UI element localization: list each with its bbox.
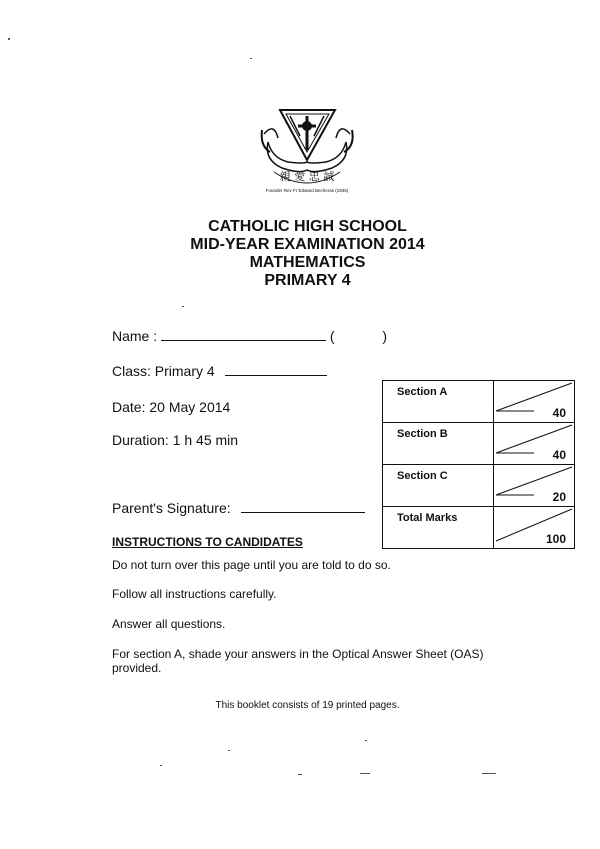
section-total: 40 xyxy=(552,406,566,420)
section-label: Section B xyxy=(383,423,494,465)
signature-label: Parent's Signature: xyxy=(112,500,231,516)
signature-field xyxy=(112,500,365,516)
marks-table xyxy=(382,380,575,549)
name-label: Name : xyxy=(112,328,158,344)
marks-row xyxy=(383,423,575,465)
instruction-item: For section A, shade your answers in the Optical Answer Sheet (OAS) provided. xyxy=(112,647,484,675)
class-line[interactable] xyxy=(225,363,327,376)
scan-speck xyxy=(160,765,162,766)
name-field xyxy=(112,328,387,344)
marks-row xyxy=(383,465,575,507)
section-total: 100 xyxy=(545,532,566,546)
date-label: Date: 20 May 2014 xyxy=(112,399,231,415)
level-name: PRIMARY 4 xyxy=(264,272,351,289)
exam-name: MID-YEAR EXAMINATION 2014 xyxy=(190,236,425,253)
scan-speck xyxy=(365,740,367,741)
section-total: 20 xyxy=(552,490,566,504)
register-paren-close: ) xyxy=(382,328,388,344)
page-count-note: This booklet consists of 19 printed pages. xyxy=(215,700,400,711)
marks-row xyxy=(383,507,575,549)
section-total: 40 xyxy=(552,448,566,462)
class-field xyxy=(112,363,327,379)
duration-label: Duration: 1 h 45 min xyxy=(112,432,239,448)
section-label: Section A xyxy=(383,381,494,423)
scan-speck xyxy=(360,773,370,774)
marks-row xyxy=(383,381,575,423)
score-cell[interactable] xyxy=(494,381,575,423)
register-paren-open: ( xyxy=(329,328,335,344)
scan-speck xyxy=(8,38,10,40)
scan-speck xyxy=(228,750,230,751)
scan-speck xyxy=(482,773,496,774)
crest-motto-text: Founder Rev Fr Edward Becheras (1935) xyxy=(265,188,349,193)
crest-emblem-icon xyxy=(260,102,355,197)
score-cell[interactable] xyxy=(494,507,575,549)
instruction-item: Do not turn over this page until you are told to do so. xyxy=(112,558,391,572)
section-label: Section C xyxy=(383,465,494,507)
section-label: Total Marks xyxy=(383,507,494,549)
subject-name: MATHEMATICS xyxy=(249,254,366,271)
school-crest xyxy=(260,102,355,197)
school-name: CATHOLIC HIGH SCHOOL xyxy=(208,218,407,235)
score-cell[interactable] xyxy=(494,465,575,507)
scan-speck xyxy=(298,774,302,775)
score-cell[interactable] xyxy=(494,423,575,465)
scan-speck xyxy=(250,58,252,59)
exam-title-block xyxy=(0,218,600,290)
crest-chinese-text: 親 愛 忠 誠 xyxy=(279,170,335,183)
scan-speck xyxy=(182,306,184,307)
signature-line[interactable] xyxy=(241,500,365,513)
name-line[interactable] xyxy=(161,328,326,341)
instructions-heading: INSTRUCTIONS TO CANDIDATES xyxy=(112,535,303,549)
instruction-item: Answer all questions. xyxy=(112,617,226,631)
instruction-item: Follow all instructions carefully. xyxy=(112,587,277,601)
class-label: Class: Primary 4 xyxy=(112,363,215,379)
